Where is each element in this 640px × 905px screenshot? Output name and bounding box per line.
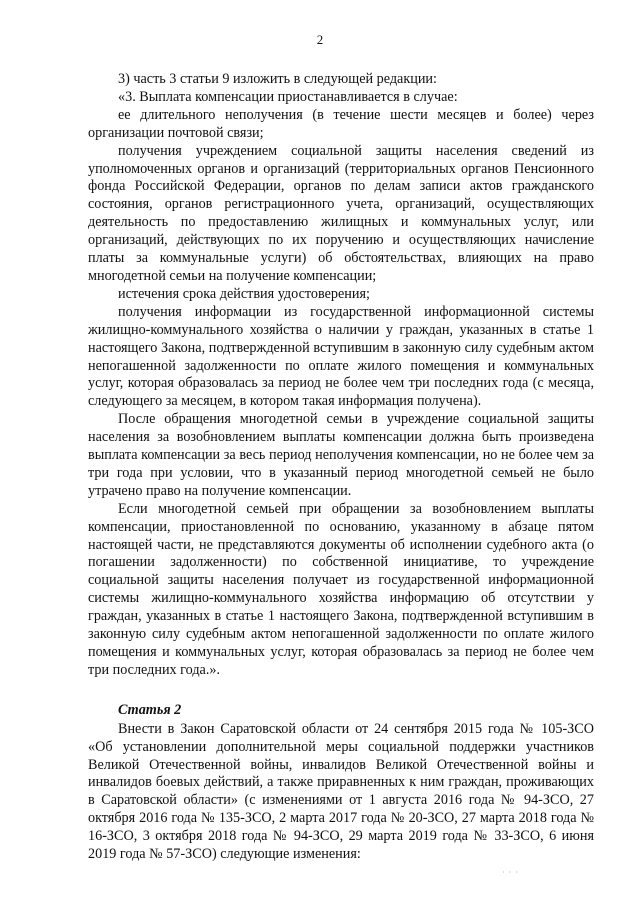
paragraph-information-received: получения учреждением социальной защиты населения сведений из уполномоченных органов и организаций (территориальных органов Пенсионного фонда Российской Федерации, органов по делам записи актов гражданского состояния, органов регистрационного учета, организаций, осуществляющих деятельность по предоставлению жилищных и коммунальных услуг, или организаций, действующих по их поручению и осуществляющих начисление платы за коммунальные услуги) об обстоятельствах, влияющих на право многодетной семьи на получение компенсации;: [88, 142, 594, 284]
scan-mark: · · ·: [502, 868, 519, 877]
paragraph-documents-not-provided: Если многодетной семьей при обращении за возобновлением выплаты компенсации, приостановленной по основанию, указанному в абзаце пятом настоящей части, не представляются документы об исполнении судебного акта (о погашении задолженности) по собственной инициативе, то учреждение социальной защиты населения получает из государственной информационной системы жилищно-коммунального хозяйства информацию об отсутствии у граждан, указанных в статье 1 настоящего Закона, подтвержденной вступившим в законную силу судебным актом непогашенной задолженности по оплате жилого помещения и коммунальных услуг, которая образовалась за период не более чем три последних года.».: [88, 500, 594, 678]
page-number: 2: [316, 32, 324, 47]
paragraph-resumption: После обращения многодетной семьи в учреждение социальной защиты населения за возобновлением выплаты компенсации должна быть произведена выплата компенсации за весь период неполучения компенсации, но не более чем за три года при условии, что в указанный период многодетной семьей не было утрачено право на получение компенсации.: [88, 411, 594, 499]
article-2-text: Внести в Закон Саратовской области от 24 сентября 2015 года № 105-ЗСО «Об установлении дополнительной меры социальной поддержки участников Великой Отечественной войны, инвалидов Великой Отечественной войны и инвалидов боевых действий, а также приравненных к ним граждан, проживающих в Саратовской области» (с изменениями от 1 августа 2016 года № 94-ЗСО, 27 октября 2016 года № 135-ЗСО, 2 марта 2017 года № 20-ЗСО, 27 марта 2018 года № 16-ЗСО, 3 октября 2018 года № 94-ЗСО, 29 марта 2019 года № 33-ЗСО, 6 июня 2019 года № 57-ЗСО) следующие изменения:: [88, 720, 594, 863]
paragraph-amendment-intro: 3) часть 3 статьи 9 изложить в следующей редакции:: [118, 71, 437, 87]
paragraph-non-receipt: ее длительного неполучения (в течение шести месяцев и более) через организации почтовой связи;: [88, 106, 594, 141]
paragraph-gis-information: получения информации из государственной информационной системы жилищно-коммунального хозяйства о наличии у граждан, указанных в статье 1 настоящего Закона, подтвержденной вступившим в законную силу судебным актом непогашенной задолженности по оплате жилого помещения и коммунальных услуг, которая образовалась за период не более чем три последних года (с месяца, следующего за месяцем, в котором такая информация получена).: [88, 303, 594, 410]
paragraph-certificate-expiry: истечения срока действия удостоверения;: [118, 285, 370, 302]
paragraph-part-3-heading: «3. Выплата компенсации приостанавливается в случае:: [118, 88, 458, 105]
article-2-heading: Статья 2: [118, 701, 182, 718]
document-body: [88, 71, 594, 864]
